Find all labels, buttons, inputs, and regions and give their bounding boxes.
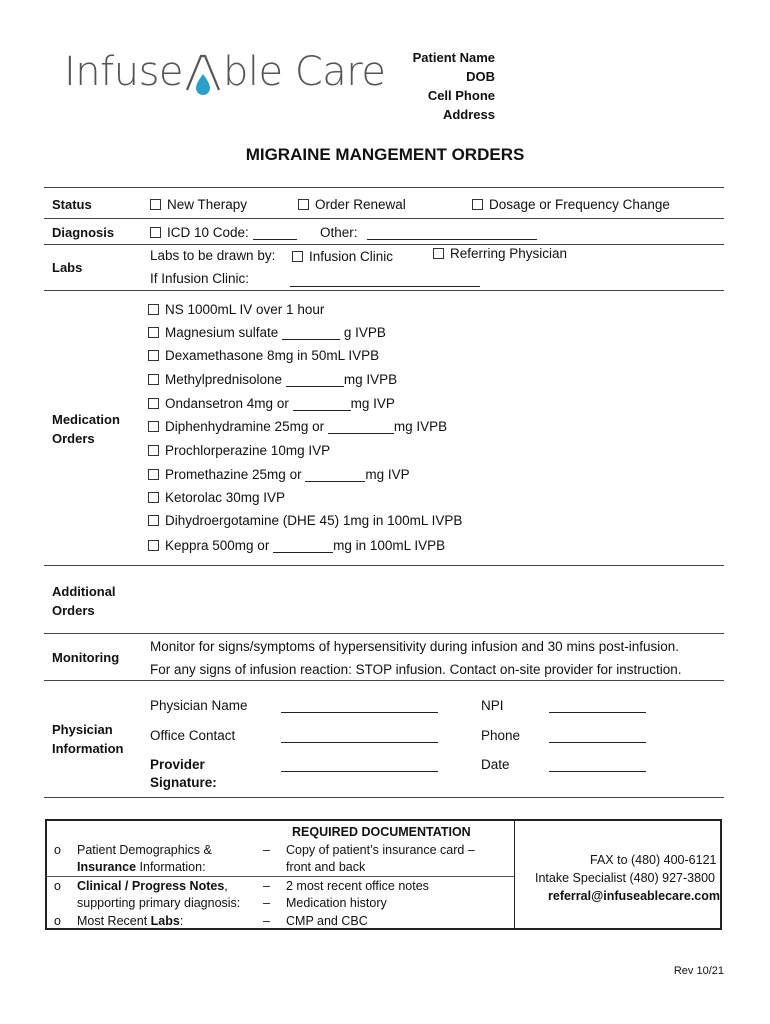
med-item[interactable]: [148, 489, 285, 507]
infusion-clinic-label: Infusion Clinic: [309, 249, 394, 264]
req-labs-line: [77, 912, 183, 930]
insurance-rest: Information:: [136, 860, 206, 874]
med-item[interactable]: [148, 395, 395, 413]
req-cmp-cbc: CMP and CBC: [286, 914, 368, 928]
checkbox-icon[interactable]: [148, 374, 159, 385]
med-text: Dihydroergotamine (DHE 45) 1mg in 100mL IVPB: [165, 513, 463, 528]
bullet: o: [54, 843, 61, 857]
checkbox-icon[interactable]: [148, 469, 159, 480]
icd-code-checkbox[interactable]: [150, 224, 297, 242]
phone-label: Phone: [481, 728, 521, 743]
med-text: Ondansetron 4mg or: [165, 396, 293, 411]
req-office-notes: 2 most recent office notes: [286, 879, 429, 893]
office-contact-field[interactable]: [281, 742, 438, 743]
logo-a-drop-icon: [183, 50, 223, 94]
logo-text-left: Infuse: [64, 49, 184, 95]
checkbox-icon[interactable]: [150, 227, 161, 238]
icd-code-field[interactable]: [253, 226, 297, 240]
checkbox-icon[interactable]: [148, 398, 159, 409]
phone-field[interactable]: [549, 742, 646, 743]
checkbox-icon[interactable]: [148, 421, 159, 432]
med-text: Prochlorperazine 10mg IVP: [165, 443, 331, 458]
diagnosis-other-field[interactable]: [367, 226, 537, 240]
req-demographics-line2: [77, 858, 206, 876]
checkbox-icon[interactable]: [148, 350, 159, 361]
revision-label: Rev 10/21: [673, 965, 724, 977]
labs-label: Labs: [52, 260, 83, 275]
med-item[interactable]: [148, 301, 324, 319]
signature-label-line1: Provider: [150, 757, 205, 772]
physician-label-line1: Physician: [52, 722, 113, 737]
physician-name-label: Physician Name: [150, 698, 248, 713]
checkbox-icon[interactable]: [148, 515, 159, 526]
monitoring-line2: For any signs of infusion reaction: STOP infusion. Contact on-site provider for instruction.: [150, 662, 682, 677]
med-text: Promethazine 25mg or: [165, 467, 306, 482]
checkbox-icon[interactable]: [433, 248, 444, 259]
dosage-change-label: Dosage or Frequency Change: [489, 197, 670, 212]
office-contact-label: Office Contact: [150, 728, 236, 743]
dob-label: DOB: [466, 69, 495, 84]
med-unit: g IVPB: [340, 325, 386, 340]
order-renewal-label: Order Renewal: [315, 197, 406, 212]
physician-label-line2: Information: [52, 741, 124, 756]
req-insurance-card: Copy of patient’s insurance card –: [286, 843, 475, 857]
address-label: Address: [442, 107, 495, 122]
med-unit: mg IVP: [350, 396, 395, 411]
divider: [44, 290, 724, 291]
new-therapy-label: New Therapy: [167, 197, 248, 212]
dash: –: [263, 896, 270, 910]
req-demographics-line1: Patient Demographics &: [77, 843, 212, 857]
fax-number: FAX to (480) 400-6121: [590, 853, 717, 867]
status-label: Status: [52, 197, 92, 212]
dose-field[interactable]: [328, 420, 394, 434]
referring-physician-checkbox[interactable]: [433, 245, 567, 263]
additional-orders-label: [52, 582, 116, 620]
insurance-bold: Insurance: [77, 860, 137, 874]
divider: [44, 633, 724, 634]
med-item[interactable]: [148, 347, 379, 365]
med-text: Methylprednisolone: [165, 372, 286, 387]
referring-physician-label: Referring Physician: [450, 246, 568, 261]
logo-text-right: ble Care: [223, 49, 386, 95]
dash: –: [263, 843, 270, 857]
physician-name-field[interactable]: [281, 712, 438, 713]
diagnosis-other: [320, 224, 537, 242]
npi-label: NPI: [481, 698, 504, 713]
dose-field[interactable]: [273, 539, 333, 553]
if-infusion-clinic-label: If Infusion Clinic:: [150, 271, 250, 286]
medication-label-line2: Orders: [52, 431, 95, 446]
date-field[interactable]: [549, 771, 646, 772]
additional-label-line1: Additional: [52, 584, 116, 599]
med-text: Diphenhydramine 25mg or: [165, 419, 328, 434]
checkbox-icon[interactable]: [148, 304, 159, 315]
dose-field[interactable]: [305, 468, 365, 482]
clinical-rest: ,: [224, 879, 228, 893]
dose-field[interactable]: [293, 397, 351, 411]
cell-phone-label: Cell Phone: [427, 88, 495, 103]
labs-drawn-by-label: Labs to be drawn by:: [150, 248, 276, 263]
provider-signature-label: [150, 756, 217, 792]
signature-label-line2: Signature:: [150, 775, 217, 790]
bullet: o: [54, 879, 61, 893]
dash: –: [263, 879, 270, 893]
labs-rest: :: [179, 914, 184, 928]
divider: [44, 680, 724, 681]
divider: [44, 187, 724, 188]
required-doc-title: REQUIRED DOCUMENTATION: [292, 825, 471, 839]
monitoring-label: Monitoring: [52, 650, 120, 665]
monitoring-line1: Monitor for signs/symptoms of hypersensitivity during infusion and 30 mins post-infusion.: [150, 639, 679, 654]
checkbox-icon[interactable]: [292, 251, 303, 262]
checkbox-icon[interactable]: [298, 199, 309, 210]
dose-field[interactable]: [282, 326, 340, 340]
dose-field[interactable]: [286, 373, 344, 387]
diagnosis-other-label: Other:: [320, 225, 358, 240]
physician-info-label: [52, 720, 124, 758]
checkbox-icon[interactable]: [148, 445, 159, 456]
date-label: Date: [481, 757, 510, 772]
med-text: Magnesium sulfate: [165, 325, 283, 340]
new-therapy-checkbox[interactable]: [150, 196, 247, 214]
checkbox-icon[interactable]: [148, 492, 159, 503]
intake-specialist: Intake Specialist (480) 927-3800: [535, 871, 715, 885]
med-text: NS 1000mL IV over 1 hour: [165, 302, 325, 317]
med-text: Keppra 500mg or: [165, 538, 274, 553]
med-unit: mg IVP: [365, 467, 410, 482]
req-clinical-line2: supporting primary diagnosis:: [77, 896, 241, 910]
med-item[interactable]: [148, 466, 410, 484]
checkbox-icon[interactable]: [150, 199, 161, 210]
labs-pre: Most Recent: [77, 914, 151, 928]
patient-name-label: Patient Name: [412, 50, 495, 65]
med-unit: mg IVPB: [393, 419, 448, 434]
dosage-change-checkbox[interactable]: [472, 196, 670, 214]
clinical-bold: Clinical / Progress Notes: [77, 879, 225, 893]
medication-orders-label: [52, 410, 120, 448]
checkbox-icon[interactable]: [148, 540, 159, 551]
med-unit: mg in 100mL IVPB: [333, 538, 446, 553]
med-item[interactable]: [148, 442, 330, 460]
dash: –: [263, 914, 270, 928]
divider: [44, 244, 724, 245]
med-text: Dexamethasone 8mg in 50mL IVPB: [165, 348, 380, 363]
medication-label-line1: Medication: [52, 412, 120, 427]
divider: [44, 565, 724, 566]
med-item[interactable]: [148, 324, 386, 342]
checkbox-icon[interactable]: [148, 327, 159, 338]
additional-label-line2: Orders: [52, 603, 95, 618]
req-front-back: front and back: [286, 860, 366, 874]
npi-field[interactable]: [549, 712, 646, 713]
req-medication-history: Medication history: [286, 896, 387, 910]
company-logo: [64, 44, 385, 100]
med-unit: mg IVPB: [343, 372, 398, 387]
med-item[interactable]: [148, 418, 447, 436]
infusion-clinic-checkbox[interactable]: [292, 248, 393, 266]
infusion-clinic-field[interactable]: [290, 286, 480, 287]
checkbox-icon[interactable]: [472, 199, 483, 210]
med-item[interactable]: [148, 537, 445, 555]
med-text: Ketorolac 30mg IVP: [165, 490, 286, 505]
patient-info-block: [413, 48, 495, 124]
labs-bold: Labs: [150, 914, 180, 928]
med-item[interactable]: [148, 371, 397, 389]
bullet: o: [54, 914, 61, 928]
req-clinical-line1: [77, 877, 228, 895]
signature-field[interactable]: [281, 771, 438, 772]
referral-email[interactable]: referral@infuseablecare.com: [548, 889, 720, 903]
page-title: MIGRAINE MANGEMENT ORDERS: [245, 145, 525, 164]
order-renewal-checkbox[interactable]: [298, 196, 406, 214]
divider: [44, 218, 724, 219]
icd-code-label: ICD 10 Code:: [167, 225, 249, 240]
med-item[interactable]: [148, 512, 462, 530]
divider: [44, 797, 724, 798]
diagnosis-label: Diagnosis: [52, 225, 115, 240]
